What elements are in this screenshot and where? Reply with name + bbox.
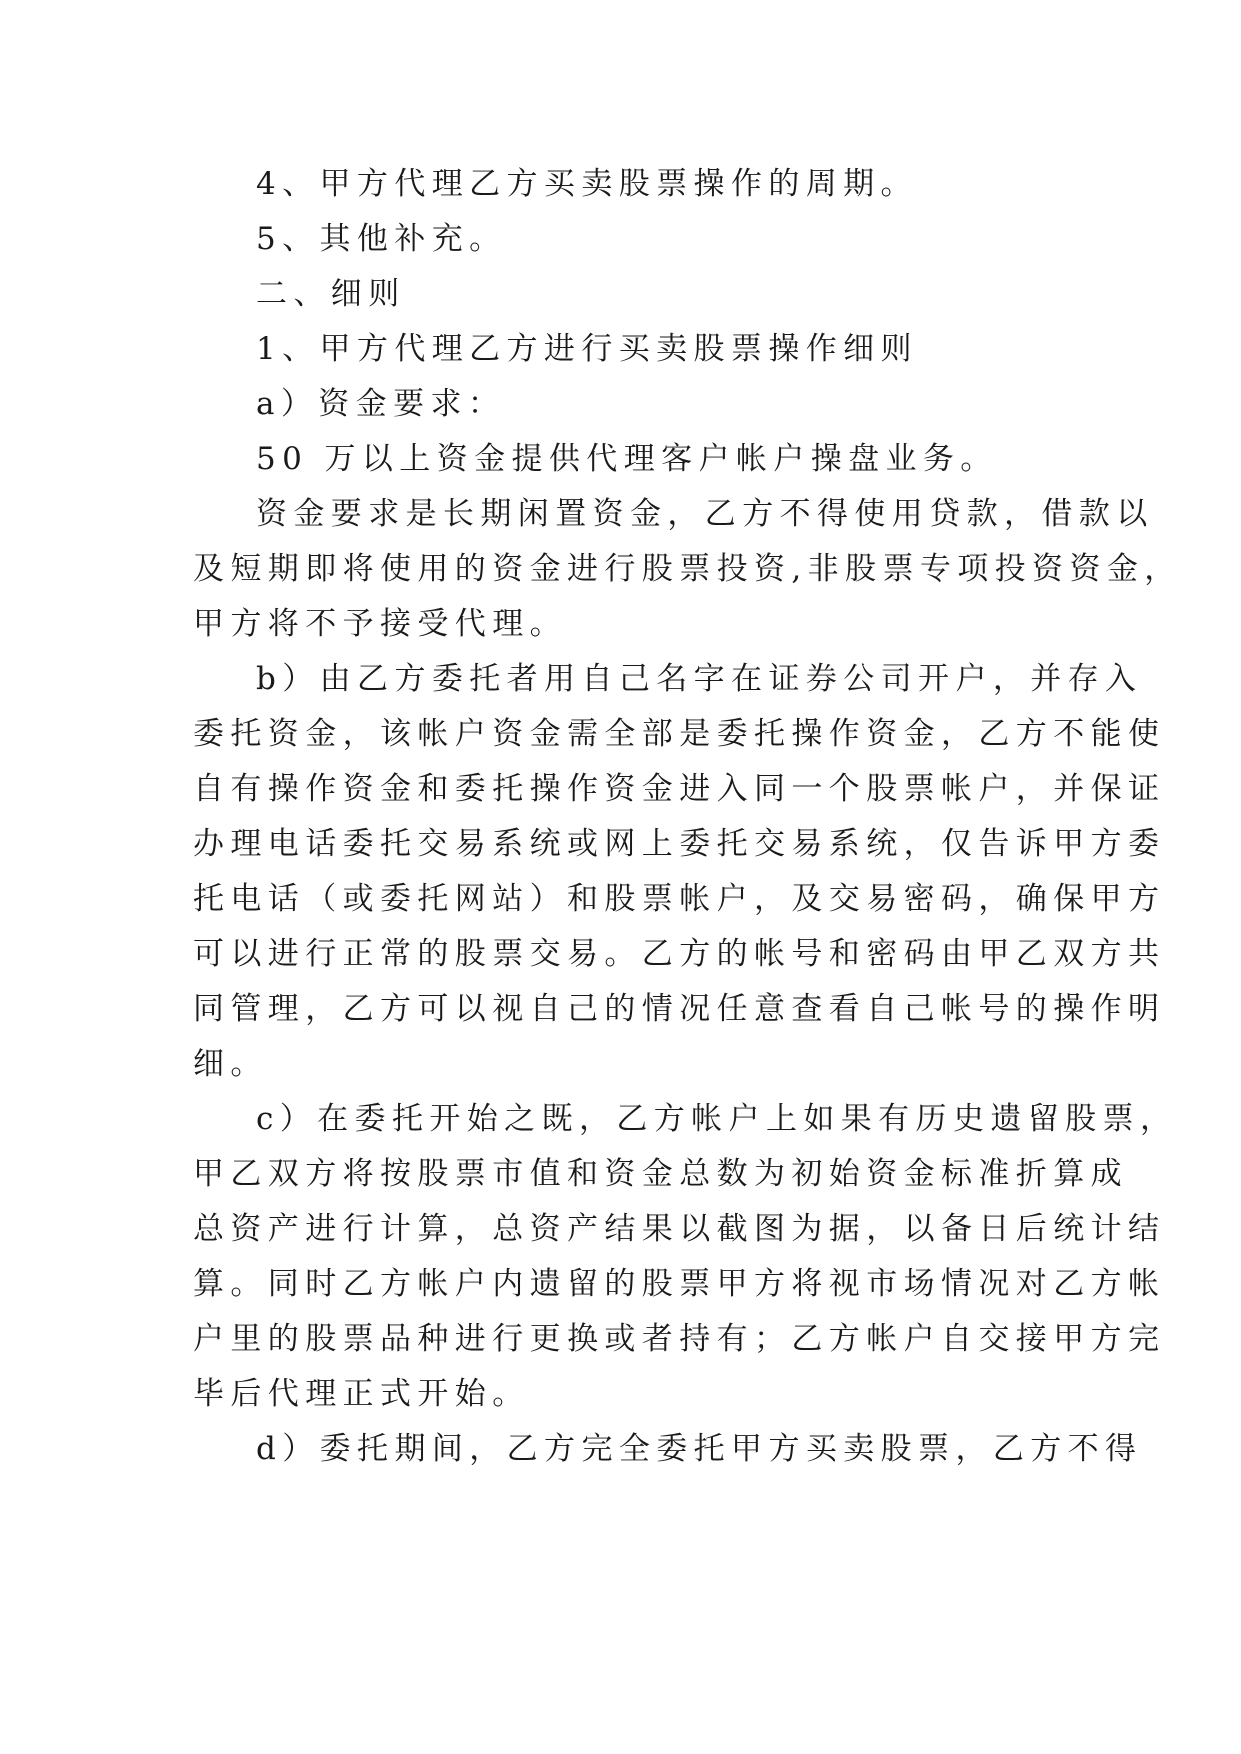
section-heading: 二、细则 xyxy=(256,276,406,312)
text-line: 甲乙双方将按股票市值和资金总数为初始资金标准折算成 xyxy=(193,1156,1128,1192)
text-line: 5、其他补充。 xyxy=(256,221,507,257)
text-line: 办理电话委托交易系统或网上委托交易系统，仅告诉甲方委 xyxy=(193,826,1166,862)
text-line: 4、甲方代理乙方买卖股票操作的周期。 xyxy=(256,166,918,202)
text-line: 资金要求是长期闲置资金，乙方不得使用贷款，借款以 xyxy=(256,496,1154,532)
text-line: 算。同时乙方帐户内遗留的股票甲方将视市场情况对乙方帐 xyxy=(193,1266,1166,1302)
text-line: 自有操作资金和委托操作资金进入同一个股票帐户，并保证 xyxy=(193,771,1166,807)
text-line: 托电话（或委托网站）和股票帐户，及交易密码，确保甲方 xyxy=(193,881,1166,917)
text-line: 及短期即将使用的资金进行股票投资,非股票专项投资资金， xyxy=(193,551,1182,587)
text-line: d）委托期间，乙方完全委托甲方买卖股票，乙方不得 xyxy=(256,1431,1143,1467)
text-line: b）由乙方委托者用自己名字在证券公司开户，并存入 xyxy=(256,661,1143,697)
text-line: 50 万以上资金提供代理客户帐户操盘业务。 xyxy=(256,441,998,477)
text-line: 总资产进行计算，总资产结果以截图为据，以备日后统计结 xyxy=(193,1211,1166,1247)
text-line: 可以进行正常的股票交易。乙方的帐号和密码由甲乙双方共 xyxy=(193,936,1166,972)
text-line: a）资金要求： xyxy=(256,386,506,422)
text-line: 1、甲方代理乙方进行买卖股票操作细则 xyxy=(256,331,918,367)
text-line: 毕后代理正式开始。 xyxy=(193,1376,530,1412)
text-line: 同管理，乙方可以视自己的情况任意查看自己帐号的操作明 xyxy=(193,991,1166,1027)
text-line: 细。 xyxy=(193,1046,268,1082)
text-line: 委托资金，该帐户资金需全部是委托操作资金，乙方不能使 xyxy=(193,716,1166,752)
text-line: 户里的股票品种进行更换或者持有；乙方帐户自交接甲方完 xyxy=(193,1321,1166,1357)
text-line: c）在委托开始之既，乙方帐户上如果有历史遗留股票， xyxy=(256,1101,1178,1137)
text-line: 甲方将不予接受代理。 xyxy=(193,606,567,642)
